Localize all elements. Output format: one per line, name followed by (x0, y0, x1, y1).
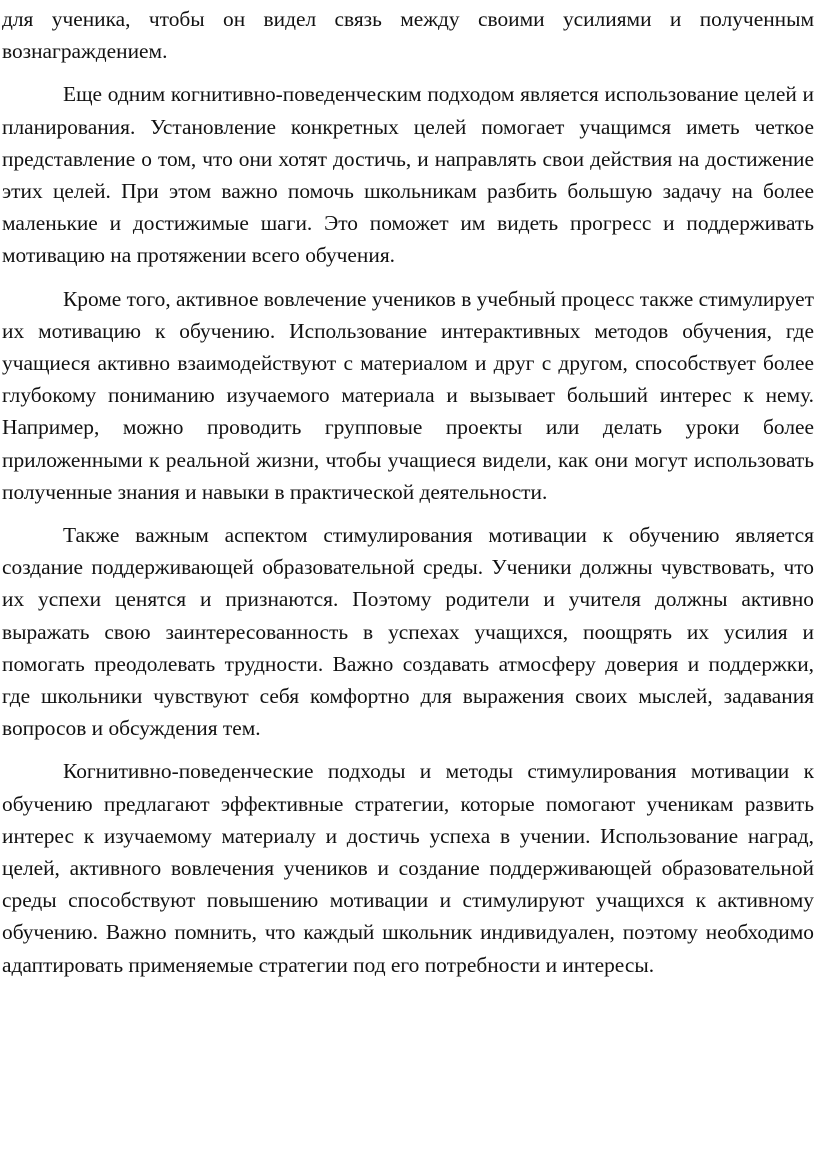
paragraph-3: Кроме того, активное вовлечение учеников в учебный процесс также стимулирует их мотивацию к обучению. Использование интерактивных методов обучения, где учащиеся активно взаимодействуют с материалом и друг с другом, способствует более глубокому пониманию изучаемого материала и вызывает больший интерес к нему. Например, можно проводить групповые проекты или делать уроки более приложенными к реальной жизни, чтобы учащиеся видели, как они могут использовать полученные знания и навыки в практической деятельности. (2, 286, 814, 504)
paragraph-4: Также важным аспектом стимулирования мотивации к обучению является создание поддерживающей образовательной среды. Ученики должны чувствовать, что их успехи ценятся и признаются. Поэтому родители и учителя должны активно выражать свою заинтересованность в успехах учащихся, поощрять их усилия и помогать преодолевать трудности. Важно создавать атмосферу доверия и поддержки, где школьники чувствуют себя комфортно для выражения своих мыслей, задавания вопросов и обсуждения тем. (2, 523, 814, 741)
paragraph-1: для ученика, чтобы он видел связь между своими усилиями и полученным вознаграждением. (2, 7, 814, 64)
paragraph-2: Еще одним когнитивно-поведенческим подходом является использование целей и планирования. Установление конкретных целей помогает учащимся иметь четкое представление о том, что они хотят достичь, и направлять свои действия на достижение этих целей. При этом важно помочь школьникам разбить большую задачу на более маленькие и достижимые шаги. Это поможет им видеть прогресс и поддерживать мотивацию на протяжении всего обучения. (2, 82, 814, 268)
body-text (2, 3, 814, 981)
paragraph-5: Когнитивно-поведенческие подходы и методы стимулирования мотивации к обучению предлагают эффективные стратегии, которые помогают ученикам развить интерес к изучаемому материалу и достичь успеха в учении. Использование наград, целей, активного вовлечения учеников и создание поддерживающей образовательной среды способствуют повышению мотивации и стимулируют учащихся к активному обучению. Важно помнить, что каждый школьник индивидуален, поэтому необходимо адаптировать применяемые стратегии под его потребности и интересы. (2, 759, 814, 977)
